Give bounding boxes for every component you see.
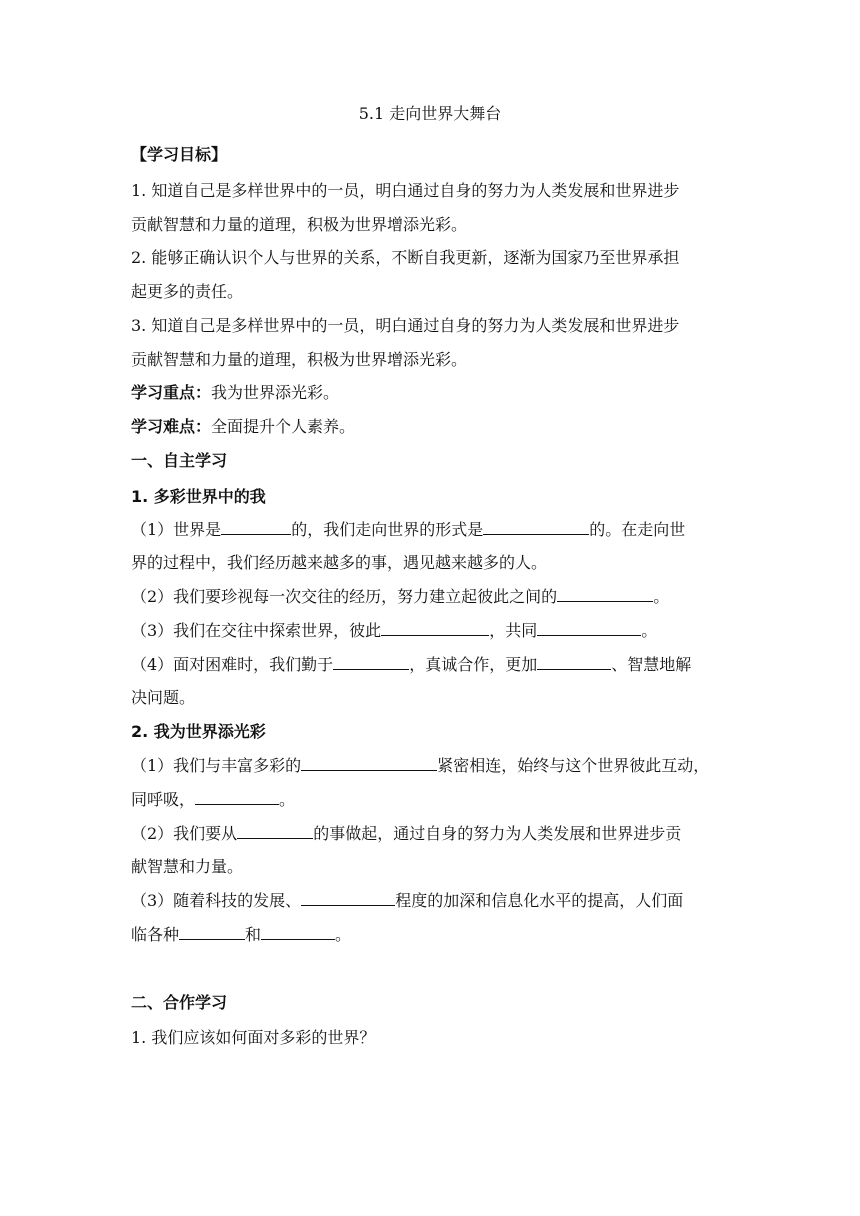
page-title: 5.1 走向世界大舞台 — [358, 104, 502, 123]
section-heading-self-study: 一、自主学习 — [131, 451, 228, 470]
answer-blank — [301, 756, 437, 771]
item-3-line-1 — [131, 891, 683, 911]
text-fragment: 和 — [245, 925, 262, 944]
text-fragment: 的。在走向世 — [589, 520, 686, 539]
key-point — [131, 383, 339, 403]
text-fragment: 。 — [279, 790, 296, 809]
item-1-line-2 — [131, 790, 295, 810]
objectives-heading: 【学习目标】 — [131, 145, 228, 164]
item-2-line-1 — [131, 824, 681, 844]
answer-blank — [381, 621, 489, 636]
item-3-line-2 — [131, 925, 351, 945]
question-3 — [131, 621, 657, 641]
text-fragment: （1）我们与丰富多彩的 — [131, 756, 302, 775]
item-2-line-2: 献智慧和力量。 — [131, 857, 244, 876]
text-fragment: 紧密相连，始终与这个世界彼此互动， — [437, 756, 710, 775]
text-fragment: ，真诚合作，更加 — [409, 655, 538, 674]
objective-2-line-1: 2. 能够正确认识个人与世界的关系，不断自我更新，逐渐为国家乃至世界承担 — [131, 248, 680, 267]
text-fragment: （2）我们要从 — [131, 824, 238, 843]
item-1-line-1 — [131, 756, 709, 776]
question-1-line-1 — [131, 520, 685, 540]
text-fragment: 的事做起，通过自身的努力为人类发展和世界进步贡 — [313, 824, 682, 843]
text-fragment: 临各种 — [131, 925, 180, 944]
question-4-line-1 — [131, 655, 691, 675]
text-fragment: （4）面对困难时，我们勤于 — [131, 655, 334, 674]
answer-blank — [261, 925, 335, 940]
answer-blank — [301, 891, 395, 906]
answer-blank — [237, 824, 313, 839]
text-fragment: 、智慧地解 — [611, 655, 692, 674]
text-fragment: 。 — [641, 621, 658, 640]
difficult-point — [131, 417, 355, 437]
text-fragment: 同呼吸， — [131, 790, 196, 809]
objective-3-line-1: 3. 知道自己是多样世界中的一员，明白通过自身的努力为人类发展和世界进步 — [131, 316, 680, 335]
difficult-point-label: 学习难点： — [131, 417, 212, 436]
question-2 — [131, 587, 669, 607]
text-fragment: 。 — [335, 925, 352, 944]
answer-blank — [195, 790, 279, 805]
question-1-line-2: 界的过程中，我们经历越来越多的事，遇见越来越多的人。 — [131, 553, 548, 572]
answer-blank — [179, 925, 245, 940]
answer-blank — [333, 655, 409, 670]
text-fragment: （2）我们要珍视每一次交往的经历，努力建立起彼此之间的 — [131, 587, 558, 606]
text-fragment: 。 — [653, 587, 670, 606]
text-fragment: 程度的加深和信息化水平的提高，人们面 — [395, 891, 684, 910]
key-point-text: 我为世界添光彩。 — [211, 383, 340, 402]
objective-1-line-2: 贡献智慧和力量的道理，积极为世界增添光彩。 — [131, 215, 468, 234]
subsection-heading-2: 2. 我为世界添光彩 — [131, 722, 266, 741]
text-fragment: （1）世界是 — [131, 520, 222, 539]
answer-blank — [537, 655, 611, 670]
section-heading-cooperative: 二、合作学习 — [131, 993, 228, 1012]
objective-2-line-2: 起更多的责任。 — [131, 282, 244, 301]
text-fragment: （3）我们在交往中探索世界，彼此 — [131, 621, 382, 640]
answer-blank — [537, 621, 641, 636]
answer-blank — [221, 520, 291, 535]
text-fragment: ，共同 — [489, 621, 538, 640]
text-fragment: 的，我们走向世界的形式是 — [291, 520, 484, 539]
question-4-line-2: 决问题。 — [131, 688, 196, 707]
subsection-heading-1: 1. 多彩世界中的我 — [131, 487, 266, 506]
cooperative-question-1: 1. 我们应该如何面对多彩的世界？ — [131, 1028, 376, 1047]
answer-blank — [557, 587, 653, 602]
key-point-label: 学习重点： — [131, 383, 212, 402]
difficult-point-text: 全面提升个人素养。 — [211, 417, 356, 436]
answer-blank — [483, 520, 589, 535]
objective-1-line-1: 1. 知道自己是多样世界中的一员，明白通过自身的努力为人类发展和世界进步 — [131, 181, 680, 200]
objective-3-line-2: 贡献智慧和力量的道理，积极为世界增添光彩。 — [131, 350, 468, 369]
text-fragment: （3）随着科技的发展、 — [131, 891, 302, 910]
